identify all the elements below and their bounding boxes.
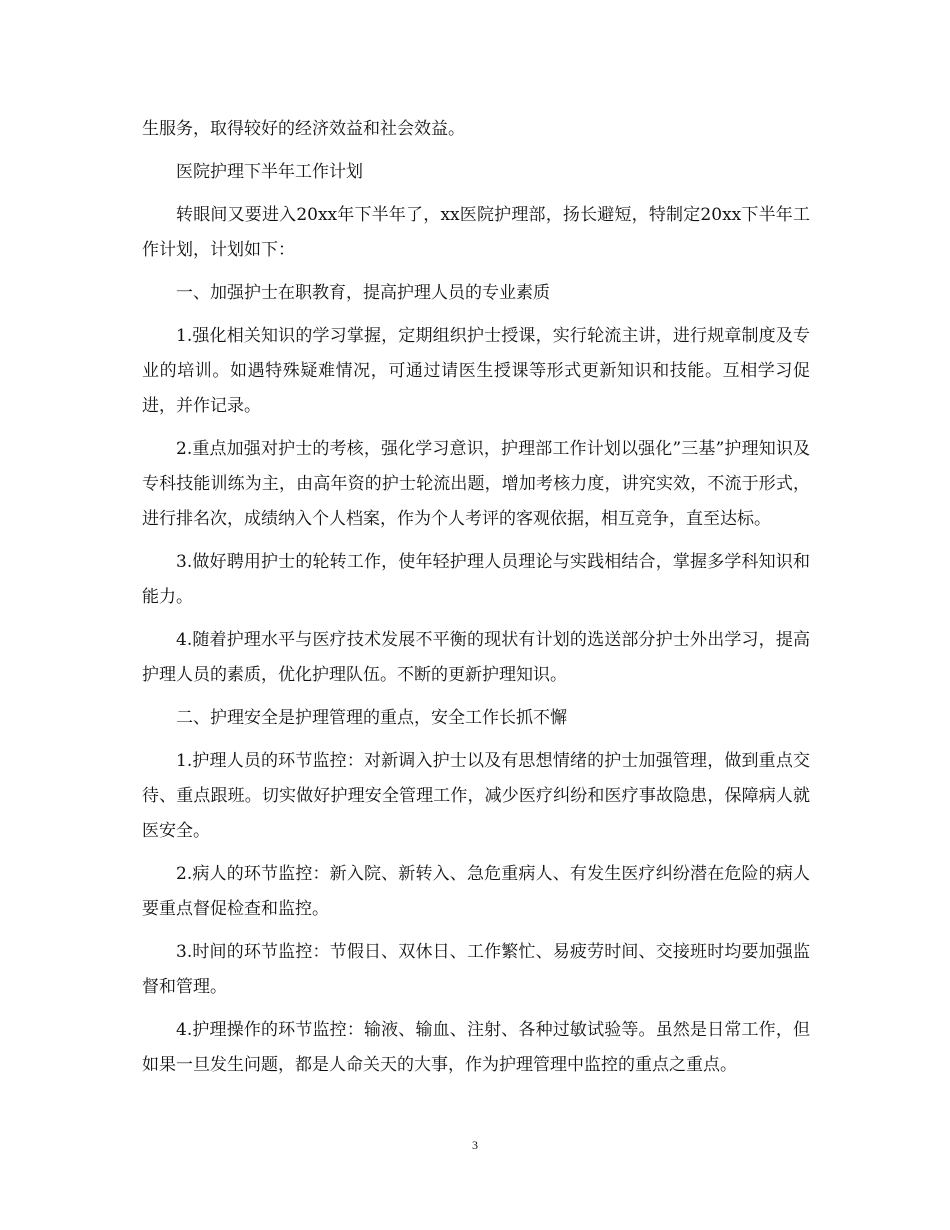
document-body (142, 112, 810, 1091)
paragraph-item-2-2: 2.病人的环节监控：新入院、新转入、急危重病人、有发生医疗纠纷潜在危险的病人要重点督促检查和监控。 (142, 864, 810, 919)
paragraph-item-2-3: 3.时间的环节监控：节假日、双休日、工作繁忙、易疲劳时间、交接班时均要加强监督和管理。 (142, 942, 810, 997)
paragraph-item-2-1: 1.护理人员的环节监控：对新调入护士以及有思想情绪的护士加强管理，做到重点交待、重点跟班。切实做好护理安全管理工作，减少医疗纠纷和医疗事故隐患，保障病人就医安全。 (142, 751, 810, 841)
paragraph-item-1-3: 3.做好聘用护士的轮转工作，使年轻护理人员理论与实践相结合，掌握多学科知识和能力。 (142, 552, 810, 607)
paragraph-item-1-1: 1.强化相关知识的学习掌握，定期组织护士授课，实行轮流主讲，进行规章制度及专业的培训。如遇特殊疑难情况，可通过请医生授课等形式更新知识和技能。互相学习促进，并作记录。 (142, 326, 810, 416)
heading-part-one: 一、加强护士在职教育，提高护理人员的专业素质 (176, 283, 550, 303)
paragraph-intro: 转眼间又要进入20xx年下半年了，xx医院护理部，扬长避短，特制定20xx下半年工作计划，计划如下： (142, 205, 810, 260)
paragraph-item-2-4: 4.护理操作的环节监控：输液、输血、注射、各种过敏试验等。虽然是日常工作，但如果一旦发生问题，都是人命关天的大事，作为护理管理中监控的重点之重点。 (142, 1020, 810, 1075)
paragraph-item-1-2: 2.重点加强对护士的考核，强化学习意识，护理部工作计划以强化”三基”护理知识及专科技能训练为主，由高年资的护士轮流出题，增加考核力度，讲究实效，不流于形式，进行排名次，成绩纳入个人档案，作为个人考评的客观依据，相互竞争，直至达标。 (142, 439, 810, 529)
page-number: 3 (472, 1138, 478, 1152)
paragraph-continuation: 生服务，取得较好的经济效益和社会效益。 (142, 119, 465, 139)
section-title: 医院护理下半年工作计划 (176, 162, 363, 182)
paragraph-item-1-4: 4.随着护理水平与医疗技术发展不平衡的现状有计划的选送部分护士外出学习，提高护理人员的素质，优化护理队伍。不断的更新护理知识。 (142, 630, 810, 685)
heading-part-two: 二、护理安全是护理管理的重点，安全工作长抓不懈 (176, 708, 567, 728)
